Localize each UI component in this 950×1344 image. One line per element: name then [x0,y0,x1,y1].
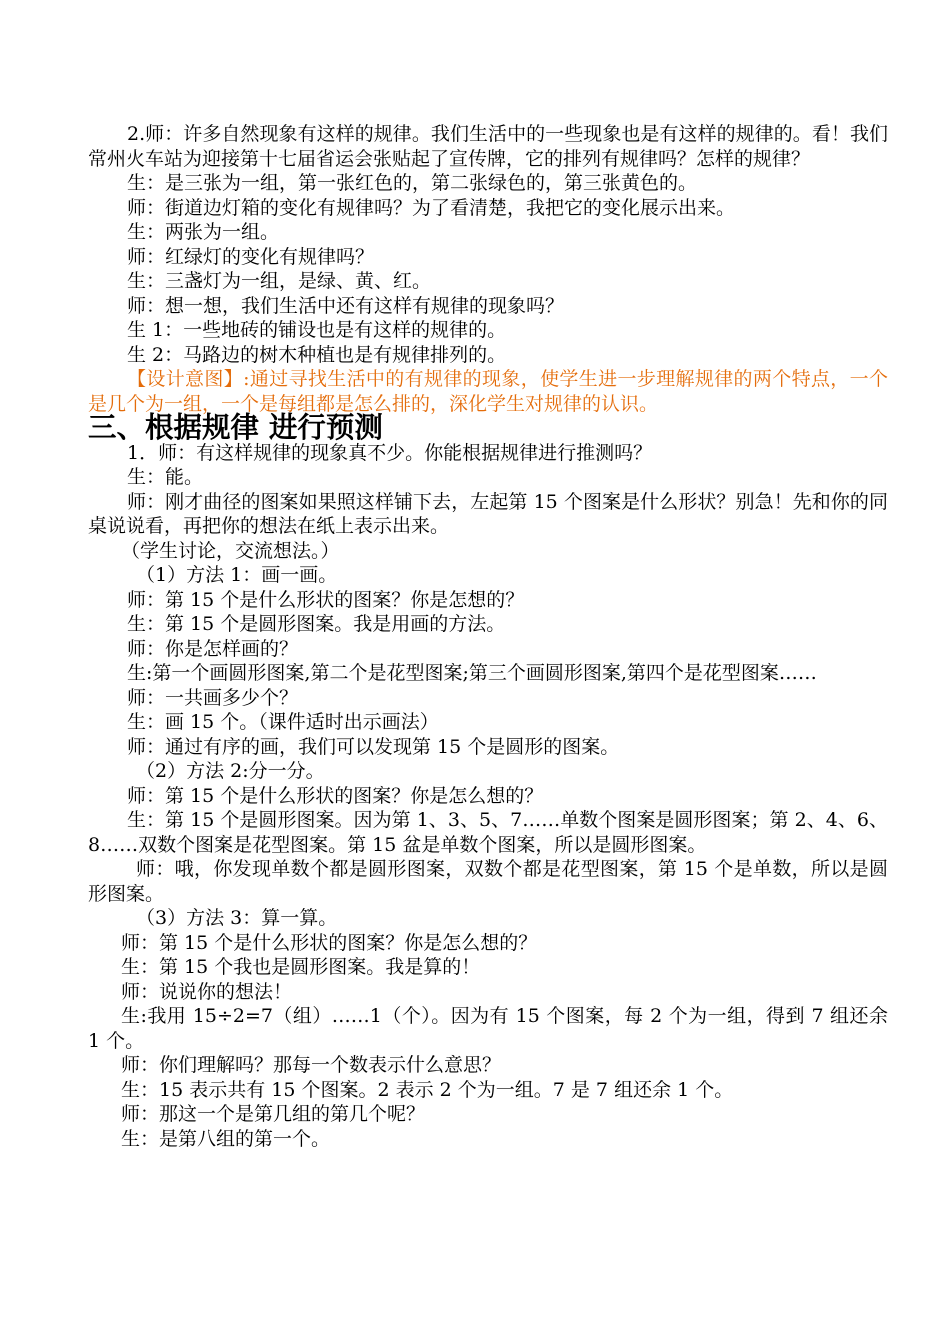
design-intent-paragraph: 【设计意图】:通过寻找生活中的有规律的现象，使学生进一步理解规律的两个特点，一个是几个为一组，一个是每组都是怎么排的，深化学生对规律的认识。 [88,368,888,415]
dialogue-paragraph: 1．师：有这样规律的现象真不少。你能根据规律进行推测吗？ [127,441,653,464]
dialogue-paragraph: 生：第 15 个我也是圆形图案。我是算的！ [121,956,481,978]
dialogue-paragraph: 师：红绿灯的变化有规律吗？ [127,245,375,268]
dialogue-paragraph: 师：第 15 个是什么形状的图案？你是怎么想的？ [121,931,538,954]
dialogue-paragraph: 师：刚才曲径的图案如果照这样铺下去，左起第 15 个图案是什么形状？别急！先和你的同桌说说看，再把你的想法在纸上表示出来。 [88,490,888,537]
dialogue-paragraph: 师：你是怎样画的？ [127,637,299,660]
dialogue-paragraph: （学生讨论，交流想法。） [121,539,340,562]
dialogue-paragraph: 师：第 15 个是什么形状的图案？你是怎想的？ [127,588,525,611]
dialogue-paragraph: 生 2：马路边的树木种植也是有规律排列的。 [127,343,507,366]
dialogue-paragraph: 生：是三张为一组，第一张红色的，第二张绿色的，第三张黄色的。 [127,172,698,194]
dialogue-paragraph: 生：第 15 个是圆形图案。因为第 1、3、5、7……单数个图案是圆形图案；第 2、4、6、8……双数个图案是花型图案。第 15 盆是单数个图案，所以是圆形图案。 [88,809,888,856]
dialogue-paragraph: 生：第 15 个是圆形图案。我是用画的方法。 [127,613,506,635]
dialogue-paragraph: （1）方法 1：画一画。 [136,564,338,586]
dialogue-paragraph: 师：你们理解吗？那每一个数表示什么意思？ [121,1054,502,1076]
dialogue-paragraph: （2）方法 2:分一分。 [136,760,325,782]
dialogue-paragraph: （3）方法 3：算一算。 [136,907,338,929]
dialogue-paragraph: 师：第 15 个是什么形状的图案？你是怎么想的？ [127,784,544,807]
dialogue-paragraph: 师：通过有序的画，我们可以发现第 15 个是圆形的图案。 [127,735,620,758]
dialogue-paragraph: 师：街道边灯箱的变化有规律吗？为了看清楚，我把它的变化展示出来。 [127,196,736,219]
dialogue-paragraph: 2.师：许多自然现象有这样的规律。我们生活中的一些现象也是有这样的规律的。看！我们常州火车站为迎接第十七届省运会张贴起了宣传牌，它的排列有规律吗？怎样的规律？ [88,123,888,170]
dialogue-paragraph: 师：一共画多少个？ [127,686,299,709]
section-heading: 三、根据规律 进行预测 [88,411,383,444]
dialogue-paragraph: 生：两张为一组。 [127,221,280,243]
dialogue-paragraph: 生：能。 [127,466,204,488]
dialogue-paragraph: 生：画 15 个。（课件适时出示画法） [127,711,439,733]
dialogue-paragraph: 生:我用 15÷2=7（组）……1（个）。因为有 15 个图案，每 2 个为一组，得到 7 组还余 1 个。 [88,1005,888,1052]
dialogue-paragraph: 生：三盏灯为一组，是绿、黄、红。 [127,270,432,292]
dialogue-paragraph: 生：15 表示共有 15 个图案。2 表示 2 个为一组。7 是 7 组还余 1 个。 [121,1078,734,1101]
dialogue-paragraph: 生 1：一些地砖的铺设也是有这样的规律的。 [127,319,507,341]
document-body [88,122,888,1151]
dialogue-paragraph: 师：说说你的想法！ [121,980,293,1003]
dialogue-paragraph: 师：想一想，我们生活中还有这样有规律的现象吗？ [127,294,565,317]
dialogue-paragraph: 生:第一个画圆形图案,第二个是花型图案;第三个画圆形图案,第四个是花型图案…… [127,662,817,684]
dialogue-paragraph: 师：那这一个是第几组的第几个呢？ [121,1103,426,1125]
dialogue-paragraph: 师：哦，你发现单数个都是圆形图案，双数个都是花型图案，第 15 个是单数，所以是圆形图案。 [88,858,888,905]
dialogue-paragraph: 生：是第八组的第一个。 [121,1127,331,1150]
